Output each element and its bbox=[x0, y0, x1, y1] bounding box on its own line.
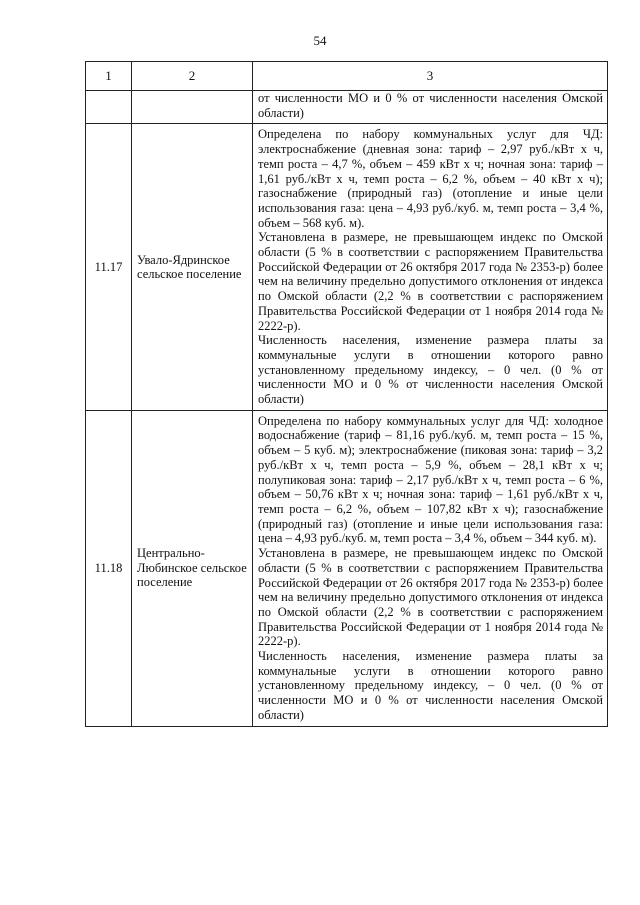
continuation-text: от численности МО и 0 % от численности населения Омской области) bbox=[258, 91, 603, 120]
continuation-row bbox=[86, 91, 608, 124]
header-cell-2: 2 bbox=[132, 62, 253, 91]
description-cell bbox=[253, 124, 608, 410]
row-number: 11.17 bbox=[86, 124, 132, 410]
settlement-name: Увало-Ядринское сельское поселение bbox=[132, 124, 253, 410]
header-cell-3: 3 bbox=[253, 62, 608, 91]
header-cell-1: 1 bbox=[86, 62, 132, 91]
municipal-services-table bbox=[85, 61, 608, 727]
settlement-name: Центрально-Любинское сельское поселение bbox=[132, 410, 253, 726]
page-number: 54 bbox=[313, 33, 327, 48]
table-header-row bbox=[86, 62, 608, 91]
description-cell bbox=[253, 410, 608, 726]
description-paragraph: Установлена в размере, не превышающем индекс по Омской области (5 % в соответствии с распоряжением Правительства Российской Федерации от 26 октября 2017 года № 2353-р) более чем на величину предельно допустимого отклонения от индекса по Омской области (2,2 % в соответствии с распоряжением Правительства Российской Федерации от 1 ноября 2014 года № 2222-р). bbox=[258, 230, 603, 333]
description-paragraph: Определена по набору коммунальных услуг для ЧД: холодное водоснабжение (тариф – 81,16 руб./куб. м, темп роста – 15 %, объем – 5 куб. м); электроснабжение (пиковая зона: тариф – 3,2 руб./кВт х ч, темп роста – 5,9 %, объем – 28,1 кВт х ч; полупиковая зона: тариф – 2,17 руб./кВт х ч, темп роста – 6 %, объем – 50,76 кВт х ч; ночная зона: тариф – 1,61 руб./кВт х ч, темп роста – 6,2 %, объем – 107,82 кВт х ч); газоснабжение (природный газ) (отопление и иные цели использования газа: цена – 4,93 руб./куб. м, темп роста – 3,4 %, объем – 344 куб. м). bbox=[258, 413, 603, 546]
continuation-text-cell bbox=[253, 91, 608, 124]
table-row bbox=[86, 124, 608, 410]
continuation-number-cell bbox=[86, 91, 132, 124]
description-paragraph: Численность населения, изменение размера платы за коммунальные услуги в отношении которого равно установленному предельному индексу, – 0 чел. (0 % от численности МО и 0 % от численности населения Омской области) bbox=[258, 649, 603, 722]
table-row bbox=[86, 410, 608, 726]
description-paragraph: Численность населения, изменение размера платы за коммунальные услуги в отношении которого равно установленному предельному индексу, – 0 чел. (0 % от численности МО и 0 % от численности населения Омской области) bbox=[258, 333, 603, 407]
continuation-name-cell bbox=[132, 91, 253, 124]
description-paragraph: Определена по набору коммунальных услуг для ЧД: электроснабжение (дневная зона: тариф – 2,97 руб./кВт х ч, темп роста – 4,7 %, объем – 459 кВт х ч; ночная зона: тариф – 1,61 руб./кВт х ч, темп роста – 6,2 %, объем – 40 кВт х ч); газоснабжение (природный газ) (отопление и иные цели использования газа: цена – 4,93 руб./куб. м, темп роста – 3,4 %, объем – 568 куб. м). bbox=[258, 127, 603, 230]
row-number: 11.18 bbox=[86, 410, 132, 726]
description-paragraph: Установлена в размере, не превышающем индекс по Омской области (5 % в соответствии с распоряжением Правительства Российской Федерации от 26 октября 2017 года № 2353-р) более чем на величину предельно допустимого отклонения от индекса по Омской области (2,2 % в соответствии с распоряжением Правительства Российской Федерации от 1 ноября 2014 года № 2222-р). bbox=[258, 546, 603, 649]
